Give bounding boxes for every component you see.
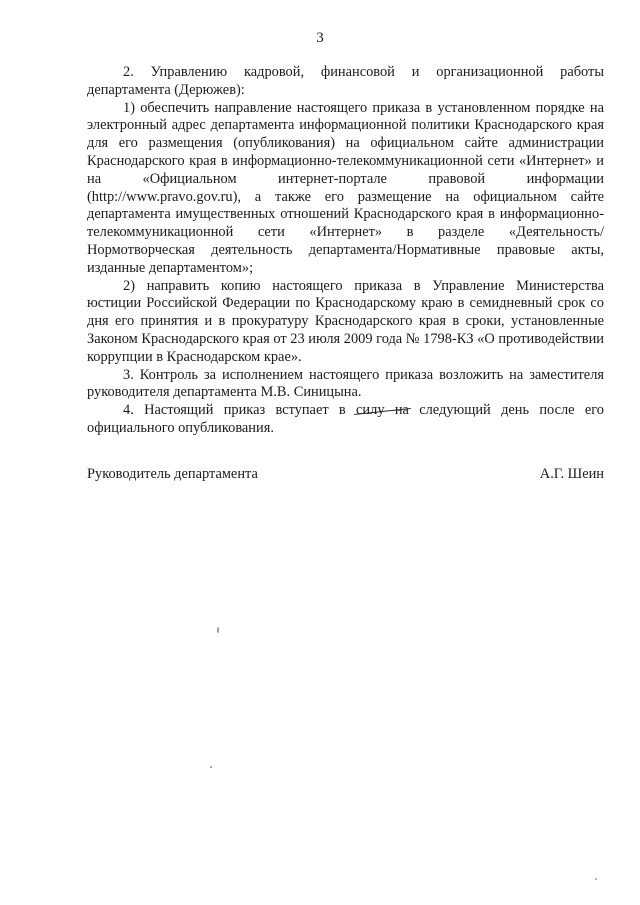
paragraph-item-4-start: 4. Настоящий приказ вступает в <box>123 402 357 419</box>
scan-speck <box>217 627 219 633</box>
paragraph-item-4-end: следующий день после его официального опубликования. <box>87 402 605 436</box>
paragraph-item-3: 3. Контроль за исполнением настоящего приказа возложить на заместителя руководителя департамента М.В. Синицына. <box>87 366 604 401</box>
scan-speck <box>210 766 212 768</box>
document-body <box>87 64 604 438</box>
struck-text: силу на <box>356 402 409 419</box>
paragraph-subitem-1: 1) обеспечить направление настоящего приказа в установленном порядке на электронный адрес департамента информационной политики Краснодарского края для его размещения (опубликования) на официальном сайте администрации Краснодарского края в информационно-телекоммуникационной сети «Интернет» и на «Официальном интернет-портале правовой информации (http://www.pravo.gov.ru), а также его размещение на официальном сайте департамента имущественных отношений Краснодарского края в информационно-телекоммуникационной сети «Интернет» в разделе «Деятельность/Нормотворческая деятельность департамента/Нормативные правовые акты, изданные департаментом»; <box>87 99 604 276</box>
scan-speck <box>595 878 597 880</box>
paragraph-item-2: 2. Управлению кадровой, финансовой и организационной работы департамента (Дерюжев): <box>87 64 604 98</box>
paragraph-item-4 <box>87 402 604 438</box>
signatory-name: А.Г. Шеин <box>539 466 604 482</box>
signatory-position: Руководитель департамента <box>87 466 258 482</box>
paragraph-subitem-2: 2) направить копию настоящего приказа в Управление Министерства юстиции Российской Федерации по Краснодарскому краю в семидневный срок со дня его принятия и в прокуратуру Краснодарского края в сроки, установленные Законом Краснодарского края от 23 июля 2009 года № 1798-КЗ «О противодействии коррупции в Краснодарском крае». <box>87 277 604 365</box>
page-number: 3 <box>316 30 324 46</box>
